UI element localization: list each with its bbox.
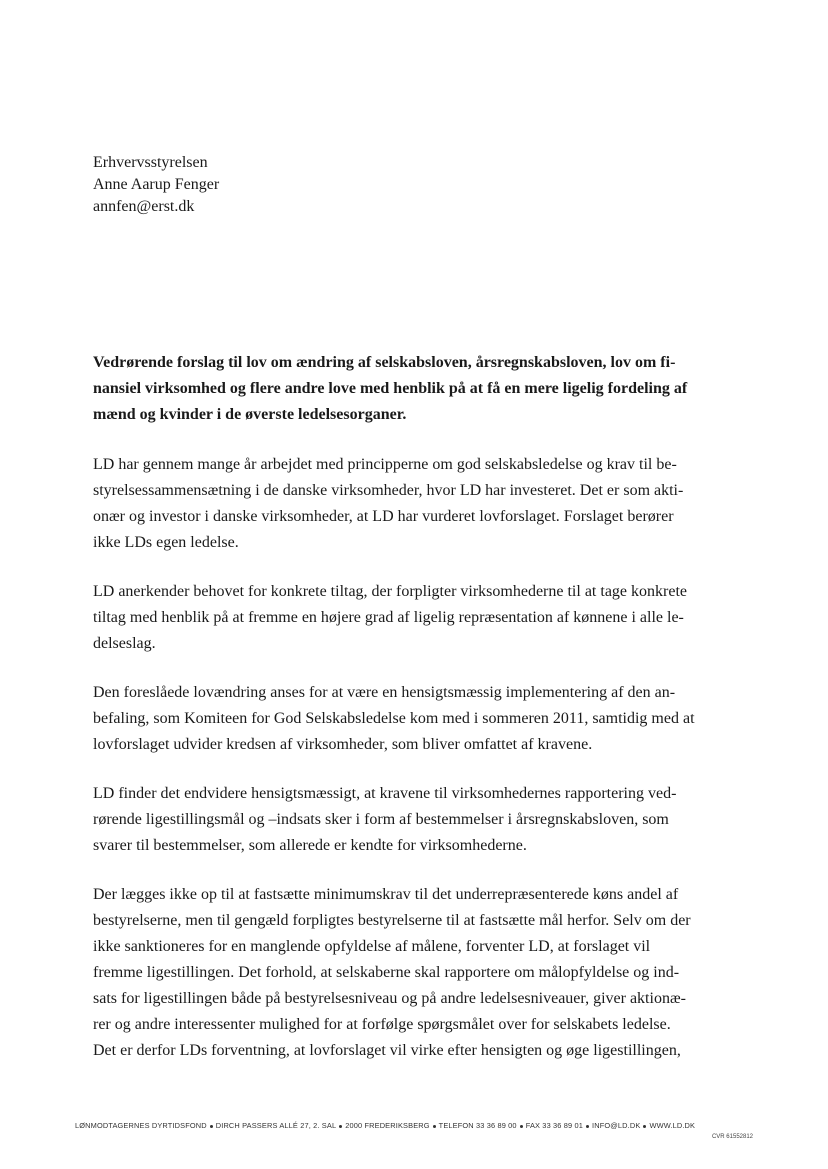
paragraph-3 — [93, 680, 733, 758]
paragraph-line: Det er derfor LDs forventning, at lovforslaget vil virke efter hensigten og øge ligestillingen, — [93, 1042, 681, 1059]
footer-cvr-number: CVR 61552812 — [711, 1134, 753, 1140]
paragraph-line: Der lægges ikke op til at fastsætte minimumskrav til det underrepræsenterede køns andel af — [93, 886, 679, 903]
separator-dot — [586, 1125, 589, 1128]
paragraph-1 — [93, 452, 733, 556]
separator-dot — [643, 1125, 646, 1128]
paragraph-line: sats for ligestillingen både på bestyrelsesniveau og på andre ledelsesniveauer, giver aktionæ- — [93, 990, 686, 1007]
letter-body — [93, 350, 733, 1064]
paragraph-line: tiltag med henblik på at fremme en højere grad af ligelig repræsentation af kønnene i alle le- — [93, 609, 684, 626]
subject-line: nansiel virksomhed og flere andre love med henblik på at få en mere ligelig fordeling af — [93, 380, 688, 397]
recipient-address — [93, 152, 219, 218]
recipient-name: Anne Aarup Fenger — [93, 176, 220, 193]
separator-dot — [210, 1125, 213, 1128]
paragraph-line: delseslag. — [93, 635, 156, 652]
paragraph-line: fremme ligestillingen. Det forhold, at selskaberne skal rapportere om målopfyldelse og ind- — [93, 964, 680, 981]
footer-org-name: LØNMODTAGERNES DYRTIDSFOND — [75, 1121, 207, 1130]
paragraph-line: LD anerkender behovet for konkrete tiltag, der forpligter virksomhederne til at tage konkrete — [93, 583, 687, 600]
paragraph-line: rer og andre interessenter mulighed for at forfølge spørgsmålet over for selskabets ledelse. — [93, 1016, 671, 1033]
paragraph-line: ikke sanktioneres for en manglende opfyldelse af målene, forventer LD, at forslaget vil — [93, 938, 651, 955]
footer-fax: FAX 33 36 89 01 — [525, 1121, 583, 1130]
paragraph-line: svarer til bestemmelser, som allerede er kendte for virksomhederne. — [93, 837, 527, 854]
paragraph-line: Den foreslåede lovændring anses for at være en hensigtsmæssig implementering af den an- — [93, 684, 676, 701]
paragraph-line: LD finder det endvidere hensigtsmæssigt, at kravene til virksomhedernes rapportering ved- — [93, 785, 677, 802]
subject-line: Vedrørende forslag til lov om ændring af selskabsloven, årsregnskabsloven, lov om fi- — [93, 354, 676, 371]
separator-dot — [433, 1125, 436, 1128]
paragraph-4 — [93, 781, 733, 859]
footer-website: WWW.LD.DK — [649, 1121, 696, 1130]
letterhead-footer — [75, 1121, 755, 1130]
separator-dot — [520, 1125, 523, 1128]
subject-line: mænd og kvinder i de øverste ledelsesorganer. — [93, 406, 407, 423]
paragraph-line: befaling, som Komiteen for God Selskabsledelse kom med i sommeren 2011, samtidig med at — [93, 710, 695, 727]
paragraph-line: styrelsessammensætning i de danske virksomheder, hvor LD har investeret. Det er som akti- — [93, 482, 684, 499]
paragraph-line: bestyrelserne, men til gengæld forpligtes bestyrelserne til at fastsætte mål herfor. Selv om der — [93, 912, 691, 929]
paragraph-2 — [93, 579, 733, 657]
recipient-email: annfen@erst.dk — [93, 198, 195, 215]
paragraph-line: onær og investor i danske virksomheder, at LD har vurderet lovforslaget. Forslaget berører — [93, 508, 674, 525]
paragraph-line: LD har gennem mange år arbejdet med principperne om god selskabsledelse og krav til be- — [93, 456, 677, 473]
footer-email: INFO@LD.DK — [592, 1121, 641, 1130]
paragraph-line: lovforslaget udvider kredsen af virksomheder, som bliver omfattet af kravene. — [93, 736, 593, 753]
footer-street: DIRCH PASSERS ALLÉ 27, 2. SAL — [215, 1121, 337, 1130]
footer-city: 2000 FREDERIKSBERG — [345, 1121, 430, 1130]
separator-dot — [339, 1125, 342, 1128]
paragraph-5 — [93, 882, 733, 1064]
recipient-organization: Erhvervsstyrelsen — [93, 154, 208, 171]
paragraph-line: ikke LDs egen ledelse. — [93, 534, 239, 551]
letter-subject — [93, 350, 733, 428]
footer-phone: TELEFON 33 36 89 00 — [438, 1121, 517, 1130]
paragraph-line: rørende ligestillingsmål og –indsats sker i form af bestemmelser i årsregnskabsloven, som — [93, 811, 669, 828]
